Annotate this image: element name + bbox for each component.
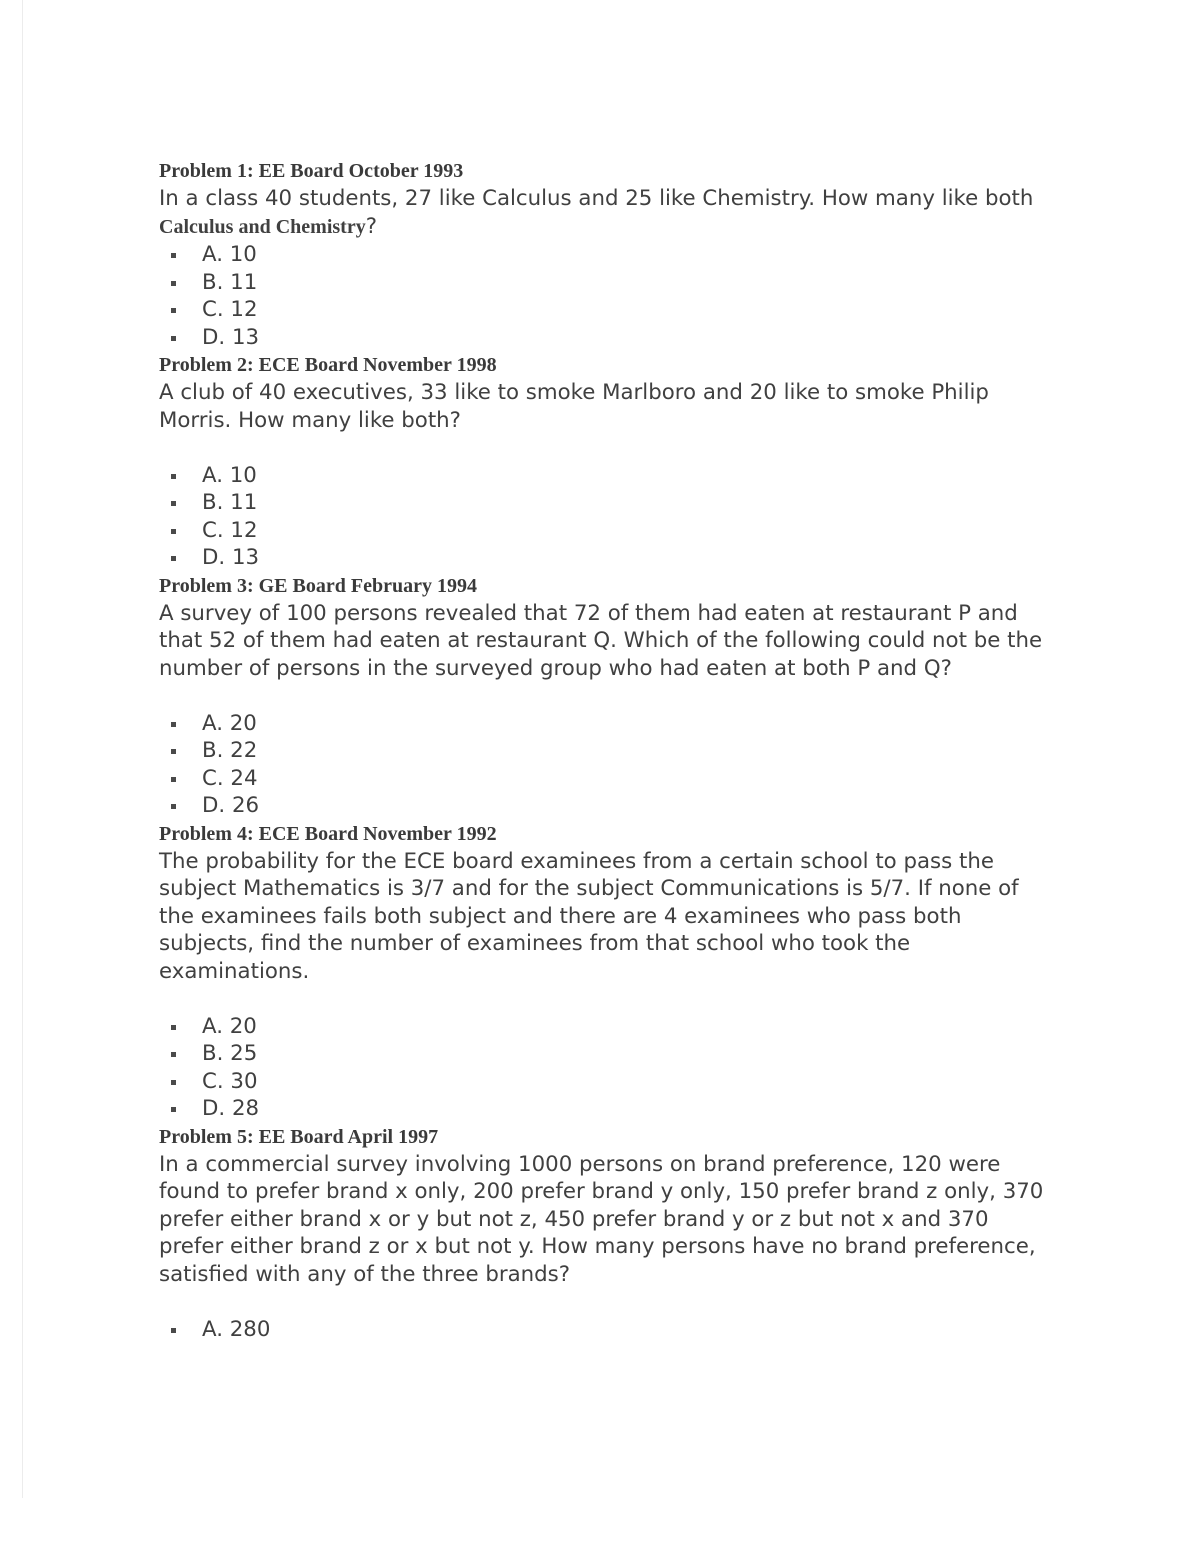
option-a [159, 462, 1059, 490]
spacer [159, 434, 1059, 462]
option-c [159, 765, 1059, 793]
square-bullet-icon [171, 1328, 176, 1333]
square-bullet-icon [171, 308, 176, 313]
option-d [159, 324, 1059, 352]
answer-options [159, 241, 1059, 351]
option-c [159, 517, 1059, 545]
square-bullet-icon [171, 804, 176, 809]
problem-1 [159, 157, 1059, 351]
option-b [159, 1040, 1059, 1068]
option-text: B. 11 [202, 269, 258, 295]
question-text: In a class 40 students, 27 like Calculus and 25 like Chemistry. How many like both [159, 186, 1034, 211]
option-text: A. 10 [202, 242, 257, 267]
problem-5 [159, 1123, 1059, 1344]
problem-heading: Problem 3: GE Board February 1994 [159, 574, 477, 597]
option-a [159, 241, 1059, 269]
option-a [159, 1316, 1059, 1344]
square-bullet-icon [171, 749, 176, 754]
option-text: A. 10 [202, 462, 257, 488]
spacer [159, 1288, 1059, 1316]
square-bullet-icon [171, 1080, 176, 1085]
option-text: B. 22 [202, 738, 258, 763]
problem-question: The probability for the ECE board examinees from a certain school to pass the subject Mathematics is 3/7 and for the subject Communications is 5/7. If none of the examinees fails both subject and there are 4 examinees who pass both subjects, find the number of examinees from that school who took the examinations. [159, 848, 1019, 984]
option-c [159, 1068, 1059, 1096]
document-content [159, 157, 1059, 1343]
square-bullet-icon [171, 556, 176, 561]
option-b [159, 269, 1059, 297]
answer-options [159, 1013, 1059, 1123]
option-text: A. 280 [202, 1316, 271, 1342]
problem-question [159, 185, 1059, 241]
option-text: D. 26 [202, 793, 260, 818]
option-text: B. 25 [202, 1041, 258, 1066]
answer-options [159, 1316, 1059, 1344]
answer-options [159, 710, 1059, 820]
option-text: C. 30 [202, 1068, 258, 1094]
option-d [159, 1095, 1059, 1123]
problem-heading: Problem 5: EE Board April 1997 [159, 1125, 439, 1148]
problem-heading: Problem 2: ECE Board November 1998 [159, 354, 497, 376]
option-text: D. 13 [202, 324, 260, 350]
option-text: A. 20 [202, 710, 257, 736]
option-text: D. 13 [202, 545, 260, 570]
option-a [159, 1013, 1059, 1041]
problem-4 [159, 820, 1059, 1123]
square-bullet-icon [171, 529, 176, 534]
option-text: C. 12 [202, 517, 258, 543]
problem-question: A club of 40 executives, 33 like to smoke Marlboro and 20 like to smoke Philip Morris. How many like both? [159, 380, 989, 433]
question-end: ? [365, 213, 378, 239]
problem-heading: Problem 1: EE Board October 1993 [159, 160, 464, 182]
square-bullet-icon [171, 1052, 176, 1057]
square-bullet-icon [171, 1025, 176, 1030]
option-a [159, 710, 1059, 738]
option-text: D. 28 [202, 1096, 260, 1121]
problem-question: A survey of 100 persons revealed that 72 of them had eaten at restaurant P and that 52 of them had eaten at restaurant Q. Which of the following could not be the number of persons in the surveyed group who had eaten at both P and Q? [159, 600, 1043, 681]
square-bullet-icon [171, 501, 176, 506]
square-bullet-icon [171, 253, 176, 258]
square-bullet-icon [171, 722, 176, 727]
option-b [159, 737, 1059, 765]
answer-options [159, 462, 1059, 572]
problem-question: In a commercial survey involving 1000 persons on brand preference, 120 were found to prefer brand x only, 200 prefer brand y only, 150 prefer brand z only, 370 prefer either brand x or y but not z, 450 prefer brand y or z but not x and 370 prefer either brand z or x but not y. How many persons have no brand preference, satisfied with any of the three brands? [159, 1151, 1044, 1287]
square-bullet-icon [171, 474, 176, 479]
option-text: C. 12 [202, 297, 258, 322]
square-bullet-icon [171, 336, 176, 341]
problem-3 [159, 572, 1059, 820]
option-text: B. 11 [202, 490, 258, 515]
page-left-edge [22, 0, 23, 1498]
option-d [159, 544, 1059, 572]
square-bullet-icon [171, 777, 176, 782]
spacer [159, 985, 1059, 1013]
square-bullet-icon [171, 281, 176, 286]
question-emphasis: Calculus and Chemistry [159, 215, 366, 238]
square-bullet-icon [171, 1107, 176, 1112]
problem-heading: Problem 4: ECE Board November 1992 [159, 822, 497, 845]
option-b [159, 489, 1059, 517]
option-c [159, 296, 1059, 324]
option-d [159, 792, 1059, 820]
problem-2 [159, 351, 1059, 572]
spacer [159, 682, 1059, 710]
option-text: C. 24 [202, 765, 258, 791]
option-text: A. 20 [202, 1013, 257, 1039]
